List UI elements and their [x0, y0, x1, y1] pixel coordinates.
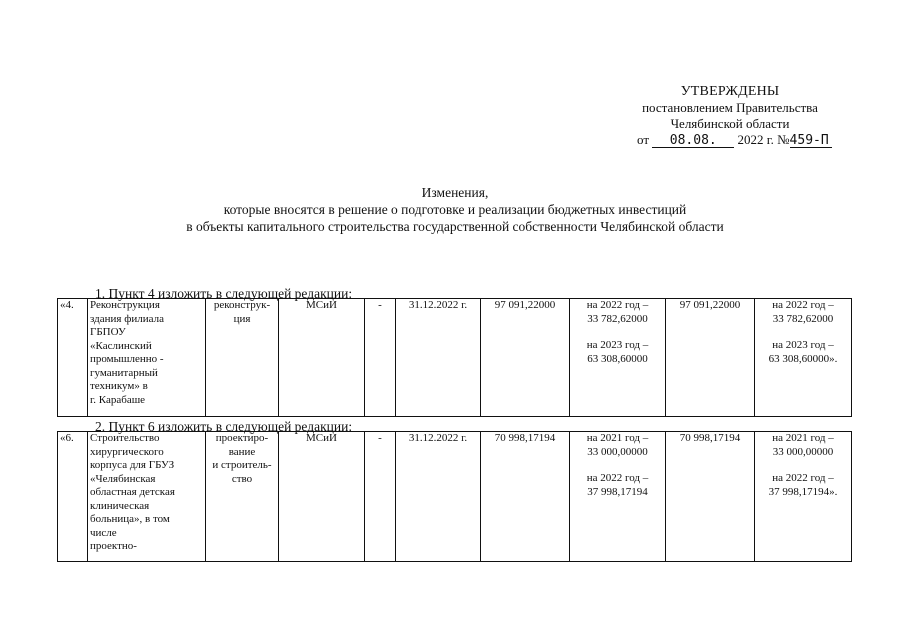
name-line: Строительство: [90, 432, 160, 444]
point-2-table: [57, 431, 852, 562]
plan-line: 33 782,62000: [587, 312, 648, 325]
approval-line-2: Челябинской области: [670, 116, 790, 131]
cell-organization: МСиИ: [279, 432, 365, 562]
heading-line-3: в объекты капитального строительства государственной собственности Челябинской области: [186, 219, 724, 234]
cell-number: «6.: [58, 432, 88, 562]
name-line: техникум» в: [90, 380, 148, 392]
cell-work-type: [206, 299, 279, 417]
point-1-table: [57, 298, 852, 417]
approval-from: от: [637, 132, 650, 147]
name-line: г. Карабаше: [90, 393, 146, 406]
plan-line: 63 308,60000: [587, 352, 648, 365]
plan-line: на 2022 год –: [586, 472, 649, 484]
plan-line: 33 000,00000: [587, 445, 648, 458]
name-line: промышленно -: [90, 353, 164, 365]
name-line: клиническая: [90, 499, 150, 512]
plan-line: 37 998,17194: [587, 485, 648, 498]
plan-line: 37 998,17194».: [768, 485, 838, 498]
cell-dash: -: [365, 432, 396, 562]
cell-investment-plan: [755, 299, 852, 417]
plan-line: на 2021 год –: [586, 432, 649, 444]
type-line: и строитель-: [212, 459, 272, 471]
point-2-text: 2. Пункт 6 изложить в следующей редакции:: [95, 419, 353, 434]
plan-line: на 2022 год –: [772, 472, 834, 484]
type-line: проектиро-: [215, 432, 269, 444]
name-line: здания филиала: [90, 312, 164, 325]
cell-funding-plan: [570, 299, 666, 417]
point-1-text: 1. Пункт 4 изложить в следующей редакции:: [95, 286, 353, 301]
name-line: проектно-: [90, 540, 137, 552]
name-line: корпуса для ГБУЗ: [90, 459, 175, 471]
plan-line: на 2022 год –: [586, 299, 649, 311]
cell-investment-total: 97 091,22000: [666, 299, 755, 417]
cell-organization: МСиИ: [279, 299, 365, 417]
cell-object-name: [88, 432, 206, 562]
name-line: «Челябинская: [90, 472, 156, 485]
name-line: областная детская: [90, 486, 175, 498]
name-line: числе: [90, 526, 117, 539]
cell-funding-plan: [570, 432, 666, 562]
approval-number: 459-П: [790, 134, 832, 148]
name-line: гуманитарный: [90, 366, 158, 379]
cell-estimated-cost: 97 091,22000: [481, 299, 570, 417]
type-line: вание: [228, 445, 256, 458]
cell-deadline: 31.12.2022 г.: [396, 299, 481, 417]
cell-investment-total: 70 998,17194: [666, 432, 755, 562]
plan-line: 33 782,62000: [772, 312, 834, 325]
plan-line: на 2023 год –: [772, 339, 834, 351]
approval-date: 08.08.: [652, 134, 734, 148]
name-line: больница», в том: [90, 513, 170, 525]
heading-line-1: Изменения,: [421, 185, 489, 200]
plan-line: 63 308,60000».: [768, 352, 838, 365]
plan-line: на 2022 год –: [772, 299, 834, 311]
approval-year: 2022 г. №: [737, 132, 790, 147]
cell-number: «4.: [58, 299, 88, 417]
cell-estimated-cost: 70 998,17194: [481, 432, 570, 562]
plan-line: на 2023 год –: [586, 339, 649, 351]
cell-deadline: 31.12.2022 г.: [396, 432, 481, 562]
document-heading: [80, 184, 830, 235]
cell-object-name: [88, 299, 206, 417]
plan-line: на 2021 год –: [772, 432, 834, 444]
table-row: [58, 299, 852, 417]
approval-title: УТВЕРЖДЕНЫ: [680, 84, 780, 99]
name-line: Реконструкция: [90, 299, 160, 311]
type-line: реконструк-: [213, 299, 271, 311]
table-row: [58, 432, 852, 562]
name-line: ГБПОУ: [90, 326, 126, 338]
type-line: ция: [233, 312, 251, 325]
name-line: хирургического: [90, 445, 164, 458]
cell-dash: -: [365, 299, 396, 417]
cell-work-type: [206, 432, 279, 562]
approval-block: [600, 84, 860, 148]
type-line: ство: [231, 472, 253, 485]
approval-dateline: [600, 132, 860, 148]
plan-line: 33 000,00000: [772, 445, 834, 458]
heading-line-2: которые вносятся в решение о подготовке и реализации бюджетных инвестиций: [223, 202, 687, 217]
approval-line-1: постановлением Правительства: [642, 100, 818, 115]
cell-investment-plan: [755, 432, 852, 562]
name-line: «Каслинский: [90, 339, 152, 352]
